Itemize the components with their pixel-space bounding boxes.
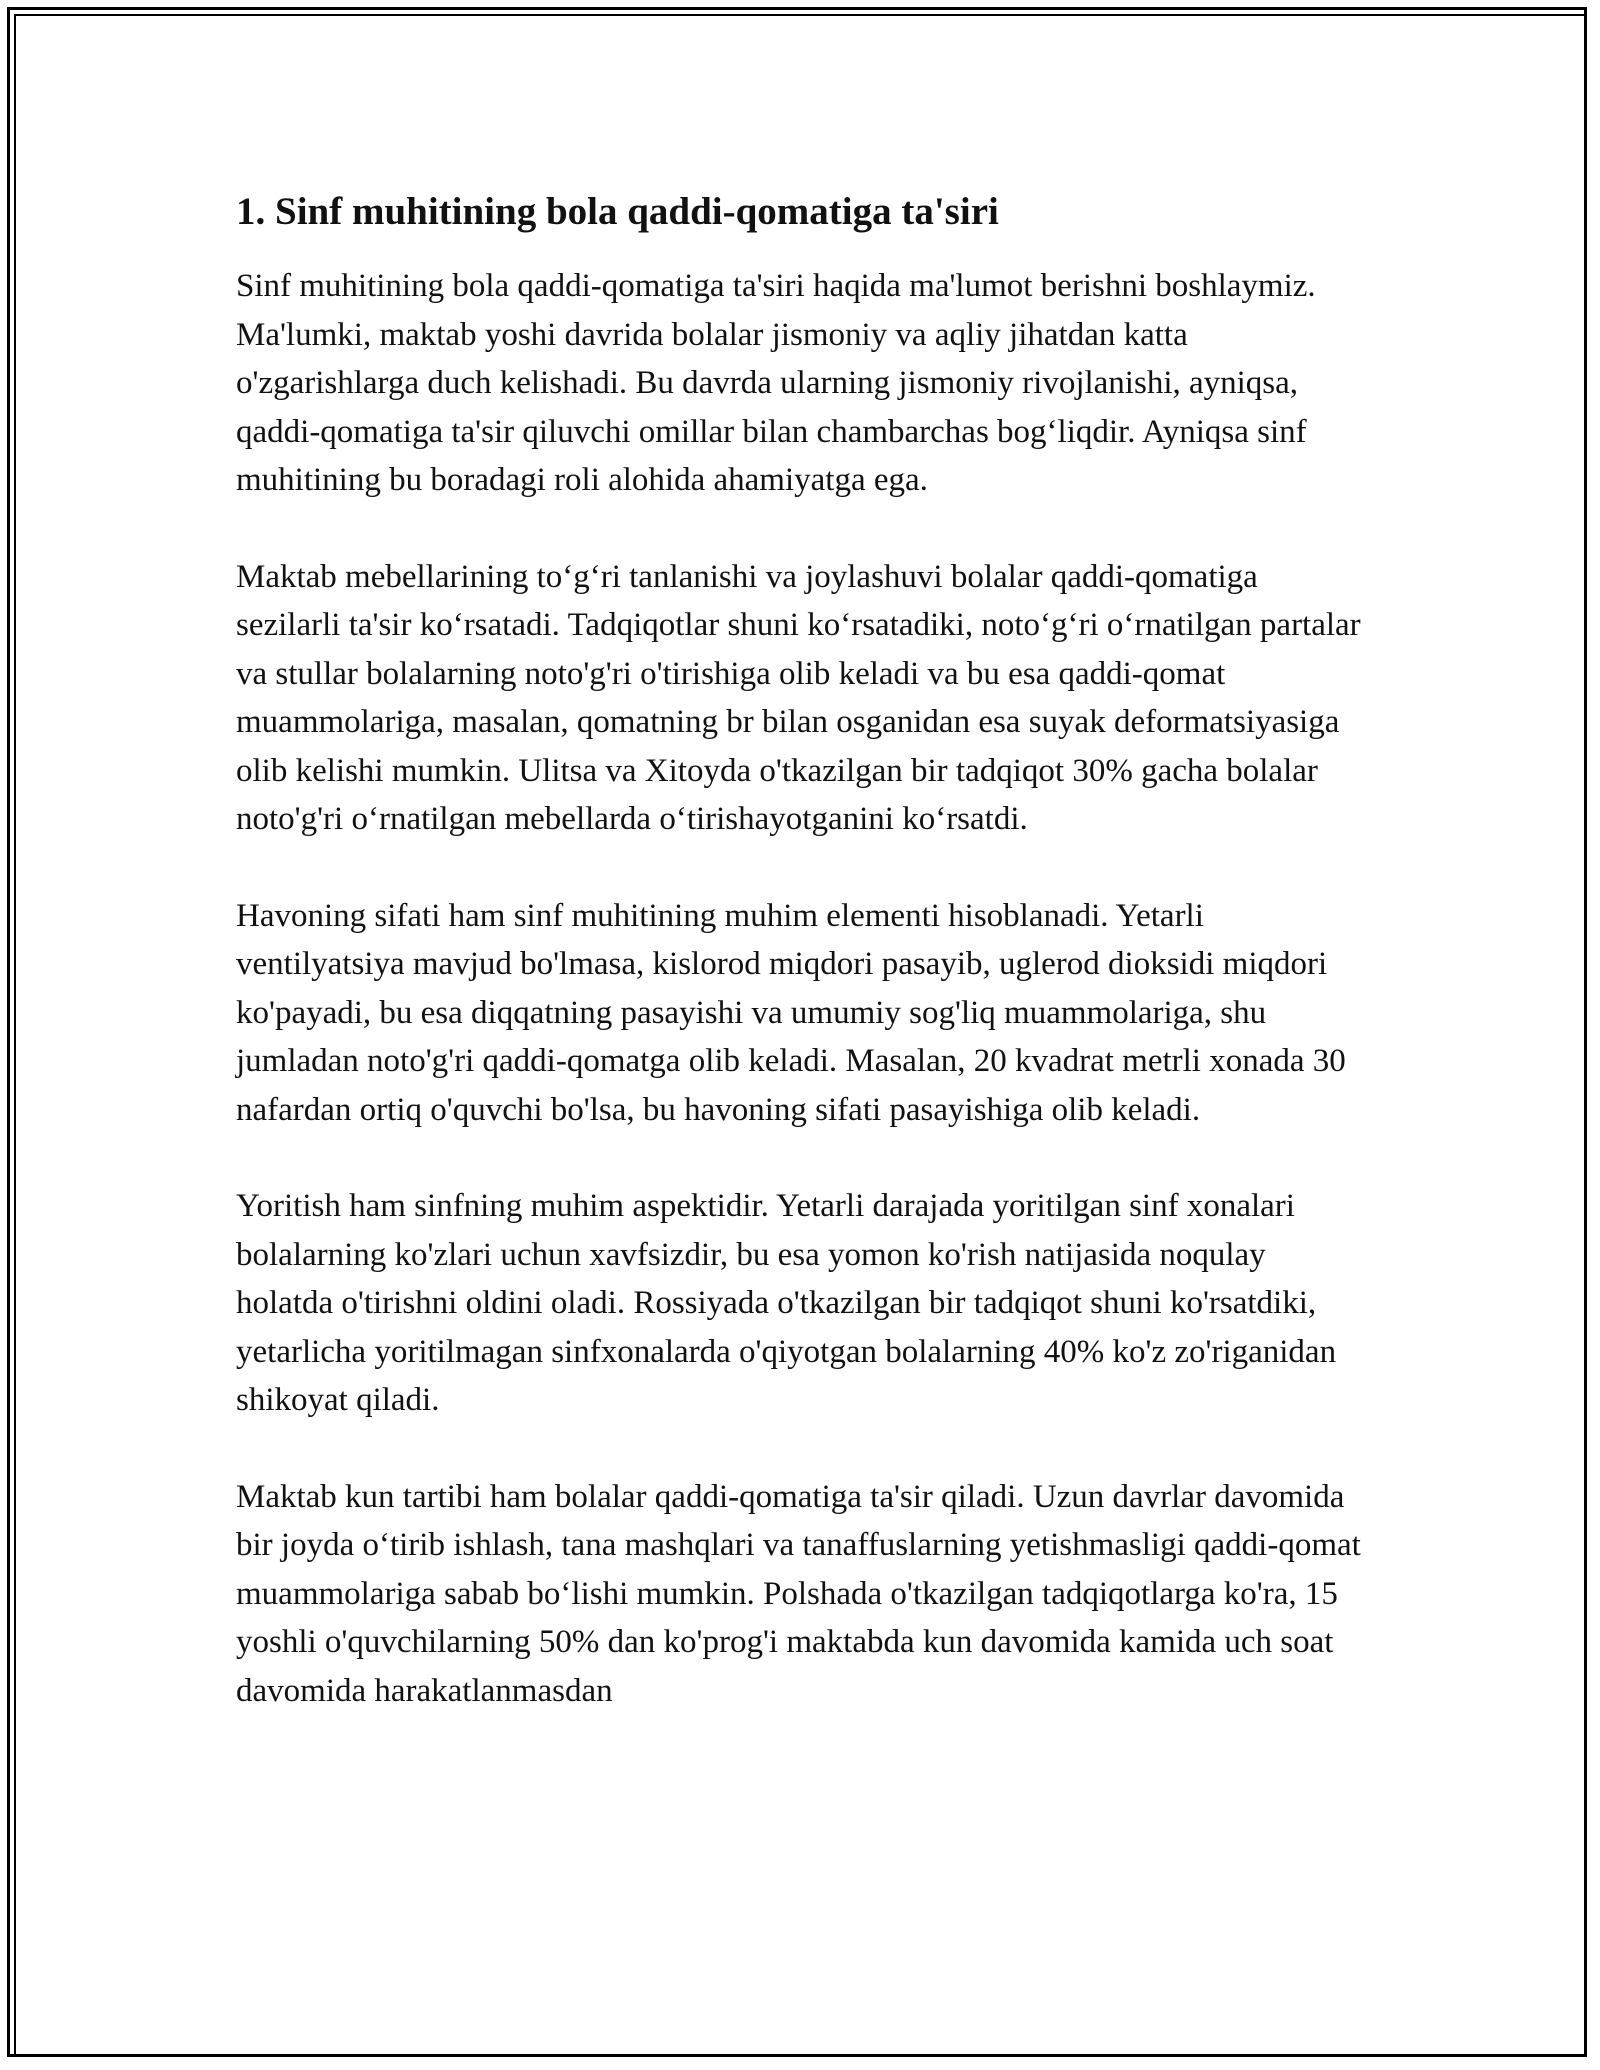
- paragraph-furniture: Maktab mebellarining to‘g‘ri tanlanishi va joylashuvi bolalar qaddi-qomatiga sezilarli ta'sir ko‘rsatadi. Tadqiqotlar shuni ko‘rsatadiki, noto‘g‘ri o‘rnatilgan partalar va stullar bolalarning noto'g'ri o'tirishiga olib keladi va bu esa qaddi-qomat muammolariga, masalan, qomatning br bilan osganidan esa suyak deformatsiyasiga olib kelishi mumkin. Ulitsa va Xitoyda o'tkazilgan bir tadqiqot 30% gacha bolalar noto'g'ri o‘rnatilgan mebellarda o‘tirishayotganini ko‘rsatdi.: [236, 558, 1361, 837]
- paragraph-air-quality: Havoning sifati ham sinf muhitining muhim elementi hisoblanadi. Yetarli ventilyatsiya mavjud bo'lmasa, kislorod miqdori pasayib, uglerod dioksidi miqdori ko'payadi, bu esa diqqatning pasayishi va umumiy sog'liq muammolariga, shu jumladan noto'g'ri qaddi-qomatga olib keladi. Masalan, 20 kvadrat metrli xonada 30 nafardan ortiq o'quvchi bo'lsa, bu havoning sifati pasayishiga olib keladi.: [236, 897, 1346, 1128]
- paragraph-lighting: Yoritish ham sinfning muhim aspektidir. Yetarli darajada yoritilgan sinf xonalari bolalarning ko'zlari uchun xavfsizdir, bu esa yomon ko'rish natijasida noqulay holatda o'tirishni oldini oladi. Rossiyada o'tkazilgan bir tadqiqot shuni ko'rsatdiki, yetarlicha yoritilmagan sinfxonalarda o'qiyotgan bolalarning 40% ko'z zo'riganidan shikoyat qiladi.: [236, 1188, 1337, 1418]
- section-heading: 1. Sinf muhitining bola qaddi-qomatiga ta'siri: [236, 190, 999, 233]
- paragraph-schedule: Maktab kun tartibi ham bolalar qaddi-qomatiga ta'sir qiladi. Uzun davrlar davomida bir joyda o‘tirib ishlash, tana mashqlari va tanaffuslarning yetishmasligi qaddi-qomat muammolariga sabab bo‘lishi mumkin. Polshada o'tkazilgan tadqiqotlarga ko'ra, 15 yoshli o'quvchilarning 50% dan ko'prog'i maktabda kun davomida kamida uch soat davomida harakatlanmasdan: [236, 1478, 1361, 1709]
- paragraph-intro: Sinf muhitining bola qaddi-qomatiga ta'siri haqida ma'lumot berishni boshlaymiz. Ma'lumki, maktab yoshi davrida bolalar jismoniy va aqliy jihatdan katta o'zgarishlarga duch kelishadi. Bu davrda ularning jismoniy rivojlanishi, ayniqsa, qaddi-qomatiga ta'sir qiluvchi omillar bilan chambarchas bog‘liqdir. Ayniqsa sinf muhitining bu boradagi roli alohida ahamiyatga ega.: [236, 268, 1316, 498]
- document-body: [236, 186, 1366, 1763]
